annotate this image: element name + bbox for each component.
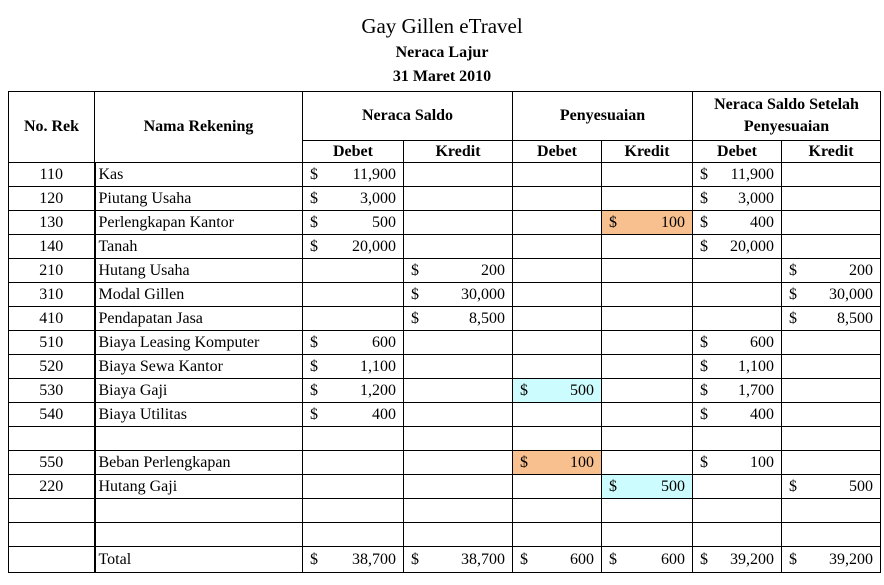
amount-cell-ns-d <box>303 211 404 235</box>
amount-cell-p-k <box>602 499 693 523</box>
amount-cell-ns-k <box>404 331 513 355</box>
currency-symbol: $ <box>700 165 709 183</box>
group-header-nsp: Neraca Saldo Setelah Penyesuaian <box>693 92 881 141</box>
account-name <box>95 499 303 523</box>
account-number: 220 <box>9 475 95 499</box>
amount-cell-p-d <box>513 283 602 307</box>
amount-cell-nsp-k <box>782 427 881 451</box>
amount-cell-ns-d <box>303 259 404 283</box>
amount-cell-ns-k <box>404 307 513 331</box>
amount-cell-ns-k <box>404 211 513 235</box>
amount-cell-p-d <box>513 235 602 259</box>
col-header-debet: Debet <box>513 141 602 163</box>
account-number: 410 <box>9 307 95 331</box>
amount-cell-p-d <box>513 499 602 523</box>
amount-cell-nsp-d <box>693 379 782 403</box>
table-row <box>9 451 881 475</box>
amount-cell-nsp-d <box>693 211 782 235</box>
account-name: Biaya Leasing Komputer <box>95 331 303 355</box>
amount-cell-p-k <box>602 547 693 573</box>
amount-cell-p-k <box>602 187 693 211</box>
amount-cell-ns-d <box>303 235 404 259</box>
report-date: 31 Maret 2010 <box>392 68 492 85</box>
amount-cell-p-d <box>513 163 602 187</box>
table-row <box>9 187 881 211</box>
total-spacer <box>9 547 95 573</box>
amount-cell-p-d <box>513 547 602 573</box>
amount-cell-nsp-d <box>693 307 782 331</box>
amount-cell-p-d <box>513 187 602 211</box>
amount-cell-ns-k <box>404 499 513 523</box>
amount-value: 200 <box>481 261 506 279</box>
account-name: Modal Gillen <box>95 283 303 307</box>
report-title: Neraca Lajur <box>395 44 489 61</box>
amount-cell-ns-d <box>303 451 404 475</box>
amount-cell-nsp-d <box>693 547 782 573</box>
amount-cell-p-d <box>513 427 602 451</box>
currency-symbol: $ <box>700 405 709 423</box>
amount-cell-nsp-k <box>782 523 881 547</box>
currency-symbol: $ <box>411 550 419 568</box>
table-row <box>9 331 881 355</box>
account-number: 520 <box>9 355 95 379</box>
account-number: 310 <box>9 283 95 307</box>
account-name: Biaya Utilitas <box>95 403 303 427</box>
table-row <box>9 379 881 403</box>
amount-cell-p-d <box>513 307 602 331</box>
table-row <box>9 307 881 331</box>
amount-cell-nsp-d <box>693 451 782 475</box>
amount-cell-nsp-d <box>693 259 782 283</box>
amount-value: 100 <box>661 213 686 231</box>
currency-symbol: $ <box>700 237 709 255</box>
currency-symbol: $ <box>310 237 318 255</box>
currency-symbol: $ <box>310 357 318 375</box>
amount-cell-ns-d <box>303 355 404 379</box>
col-header-kredit: Kredit <box>602 141 693 163</box>
table-row <box>9 499 881 523</box>
amount-cell-ns-d <box>303 307 404 331</box>
amount-cell-nsp-d <box>693 283 782 307</box>
col-header-kredit: Kredit <box>782 141 881 163</box>
amount-cell-ns-d <box>303 475 404 499</box>
amount-cell-p-d <box>513 403 602 427</box>
amount-value: 500 <box>570 381 595 399</box>
amount-value: 3,000 <box>360 189 396 207</box>
amount-cell-p-d <box>513 523 602 547</box>
amount-cell-nsp-k <box>782 379 881 403</box>
account-name: Beban Perlengkapan <box>95 451 303 475</box>
amount-cell-p-k <box>602 475 693 499</box>
amount-cell-nsp-d <box>693 403 782 427</box>
account-number <box>9 499 95 523</box>
account-number: 210 <box>9 259 95 283</box>
amount-cell-nsp-d <box>693 499 782 523</box>
account-number: 140 <box>9 235 95 259</box>
amount-cell-nsp-k <box>782 403 881 427</box>
worksheet-table <box>8 91 881 573</box>
account-name: Pendapatan Jasa <box>95 307 303 331</box>
table-row <box>9 355 881 379</box>
amount-cell-nsp-d <box>693 187 782 211</box>
amount-cell-ns-d <box>303 427 404 451</box>
amount-cell-ns-k <box>404 187 513 211</box>
amount-cell-p-k <box>602 211 693 235</box>
table-row <box>9 403 881 427</box>
currency-symbol: $ <box>700 453 709 471</box>
amount-cell-p-d <box>513 475 602 499</box>
currency-symbol: $ <box>520 550 529 568</box>
amount-cell-ns-d <box>303 283 404 307</box>
amount-cell-ns-d <box>303 379 404 403</box>
amount-cell-ns-k <box>404 163 513 187</box>
total-row <box>9 547 881 573</box>
amount-cell-p-k <box>602 403 693 427</box>
account-name <box>95 427 303 451</box>
amount-cell-nsp-k <box>782 259 881 283</box>
amount-cell-nsp-k <box>782 187 881 211</box>
amount-cell-p-k <box>602 331 693 355</box>
currency-symbol: $ <box>789 477 798 495</box>
amount-value: 1,200 <box>360 381 396 399</box>
amount-cell-nsp-d <box>693 331 782 355</box>
currency-symbol: $ <box>310 381 318 399</box>
currency-symbol: $ <box>789 261 798 279</box>
amount-cell-nsp-k <box>782 547 881 573</box>
amount-cell-ns-d <box>303 331 404 355</box>
amount-value: 3,000 <box>738 189 775 207</box>
account-name: Perlengkapan Kantor <box>95 211 303 235</box>
currency-symbol: $ <box>310 189 318 207</box>
amount-value: 600 <box>661 550 686 568</box>
amount-cell-nsp-k <box>782 331 881 355</box>
amount-cell-nsp-d <box>693 163 782 187</box>
amount-cell-p-k <box>602 523 693 547</box>
amount-value: 600 <box>750 333 775 351</box>
amount-cell-ns-k <box>404 355 513 379</box>
amount-value: 38,700 <box>461 550 506 568</box>
account-number <box>9 427 95 451</box>
table-row <box>9 475 881 499</box>
amount-value: 30,000 <box>829 285 874 303</box>
account-number: 550 <box>9 451 95 475</box>
amount-cell-ns-d <box>303 163 404 187</box>
col-header-nama: Nama Rekening <box>95 92 303 163</box>
amount-cell-nsp-k <box>782 499 881 523</box>
currency-symbol: $ <box>310 213 318 231</box>
amount-value: 11,900 <box>730 165 775 183</box>
amount-cell-p-k <box>602 427 693 451</box>
currency-symbol: $ <box>700 333 709 351</box>
amount-value: 500 <box>849 477 874 495</box>
table-row <box>9 283 881 307</box>
amount-cell-ns-k <box>404 403 513 427</box>
company-title: Gay Gillen eTravel <box>361 14 523 38</box>
amount-value: 600 <box>372 333 396 351</box>
amount-cell-ns-k <box>404 259 513 283</box>
amount-cell-nsp-k <box>782 355 881 379</box>
amount-cell-ns-k <box>404 235 513 259</box>
currency-symbol: $ <box>411 309 419 327</box>
col-header-no-rek: No. Rek <box>9 92 95 163</box>
amount-cell-nsp-d <box>693 475 782 499</box>
amount-value: 500 <box>661 477 686 495</box>
amount-value: 1,100 <box>360 357 396 375</box>
amount-cell-ns-d <box>303 547 404 573</box>
amount-cell-p-k <box>602 379 693 403</box>
amount-cell-ns-k <box>404 427 513 451</box>
amount-cell-ns-d <box>303 403 404 427</box>
total-label: Total <box>95 547 303 573</box>
currency-symbol: $ <box>310 550 318 568</box>
account-name: Hutang Usaha <box>95 259 303 283</box>
currency-symbol: $ <box>609 550 618 568</box>
amount-cell-p-d <box>513 259 602 283</box>
amount-cell-p-d <box>513 211 602 235</box>
amount-cell-p-k <box>602 451 693 475</box>
table-row <box>9 259 881 283</box>
account-name <box>95 523 303 547</box>
col-header-debet: Debet <box>303 141 404 163</box>
amount-cell-p-k <box>602 307 693 331</box>
amount-value: 20,000 <box>352 237 396 255</box>
amount-cell-ns-k <box>404 547 513 573</box>
amount-cell-ns-k <box>404 475 513 499</box>
amount-value: 8,500 <box>469 309 506 327</box>
amount-cell-nsp-k <box>782 475 881 499</box>
amount-value: 38,700 <box>352 550 396 568</box>
amount-value: 100 <box>750 453 775 471</box>
account-number <box>9 523 95 547</box>
currency-symbol: $ <box>609 213 618 231</box>
amount-cell-ns-d <box>303 523 404 547</box>
amount-value: 30,000 <box>461 285 506 303</box>
amount-value: 1,100 <box>738 357 775 375</box>
currency-symbol: $ <box>411 261 419 279</box>
amount-cell-p-d <box>513 451 602 475</box>
group-header-neraca-saldo: Neraca Saldo <box>303 92 513 141</box>
account-name: Biaya Gaji <box>95 379 303 403</box>
amount-value: 11,900 <box>352 165 396 183</box>
currency-symbol: $ <box>411 285 419 303</box>
amount-value: 500 <box>372 213 396 231</box>
account-number: 120 <box>9 187 95 211</box>
account-number: 510 <box>9 331 95 355</box>
account-number: 530 <box>9 379 95 403</box>
amount-value: 100 <box>570 453 595 471</box>
amount-cell-p-k <box>602 283 693 307</box>
amount-cell-nsp-k <box>782 163 881 187</box>
amount-cell-nsp-k <box>782 451 881 475</box>
currency-symbol: $ <box>789 550 798 568</box>
currency-symbol: $ <box>310 165 318 183</box>
amount-cell-nsp-k <box>782 211 881 235</box>
amount-cell-p-k <box>602 259 693 283</box>
currency-symbol: $ <box>310 405 318 423</box>
table-row <box>9 163 881 187</box>
amount-cell-nsp-k <box>782 235 881 259</box>
amount-cell-nsp-k <box>782 307 881 331</box>
account-number: 130 <box>9 211 95 235</box>
amount-cell-ns-d <box>303 187 404 211</box>
table-row <box>9 211 881 235</box>
amount-value: 400 <box>750 405 775 423</box>
col-header-kredit: Kredit <box>404 141 513 163</box>
amount-cell-ns-k <box>404 283 513 307</box>
amount-cell-p-d <box>513 379 602 403</box>
amount-value: 1,700 <box>738 381 775 399</box>
account-number: 540 <box>9 403 95 427</box>
table-row <box>9 427 881 451</box>
amount-value: 20,000 <box>730 237 775 255</box>
amount-cell-nsp-d <box>693 523 782 547</box>
amount-cell-nsp-k <box>782 283 881 307</box>
amount-cell-nsp-d <box>693 235 782 259</box>
amount-cell-nsp-d <box>693 355 782 379</box>
currency-symbol: $ <box>700 213 709 231</box>
amount-value: 600 <box>570 550 595 568</box>
currency-symbol: $ <box>520 381 529 399</box>
currency-symbol: $ <box>700 357 709 375</box>
account-number: 110 <box>9 163 95 187</box>
currency-symbol: $ <box>700 381 709 399</box>
amount-cell-ns-d <box>303 499 404 523</box>
amount-cell-ns-k <box>404 451 513 475</box>
currency-symbol: $ <box>609 477 618 495</box>
amount-cell-ns-k <box>404 523 513 547</box>
amount-cell-nsp-d <box>693 427 782 451</box>
amount-value: 400 <box>372 405 396 423</box>
col-header-debet: Debet <box>693 141 782 163</box>
amount-cell-p-d <box>513 331 602 355</box>
table-row <box>9 523 881 547</box>
account-name: Tanah <box>95 235 303 259</box>
currency-symbol: $ <box>520 453 529 471</box>
table-row <box>9 235 881 259</box>
amount-cell-p-k <box>602 355 693 379</box>
currency-symbol: $ <box>789 285 798 303</box>
amount-cell-ns-k <box>404 379 513 403</box>
account-name: Piutang Usaha <box>95 187 303 211</box>
amount-value: 39,200 <box>829 550 874 568</box>
amount-value: 39,200 <box>730 550 775 568</box>
amount-value: 200 <box>849 261 874 279</box>
account-name: Biaya Sewa Kantor <box>95 355 303 379</box>
currency-symbol: $ <box>789 309 798 327</box>
group-header-penyesuaian: Penyesuaian <box>513 92 693 141</box>
currency-symbol: $ <box>700 189 709 207</box>
account-name: Kas <box>95 163 303 187</box>
amount-cell-p-k <box>602 235 693 259</box>
currency-symbol: $ <box>700 550 709 568</box>
amount-value: 400 <box>750 213 775 231</box>
currency-symbol: $ <box>310 333 318 351</box>
amount-cell-p-k <box>602 163 693 187</box>
amount-value: 8,500 <box>837 309 874 327</box>
amount-cell-p-d <box>513 355 602 379</box>
account-name: Hutang Gaji <box>95 475 303 499</box>
